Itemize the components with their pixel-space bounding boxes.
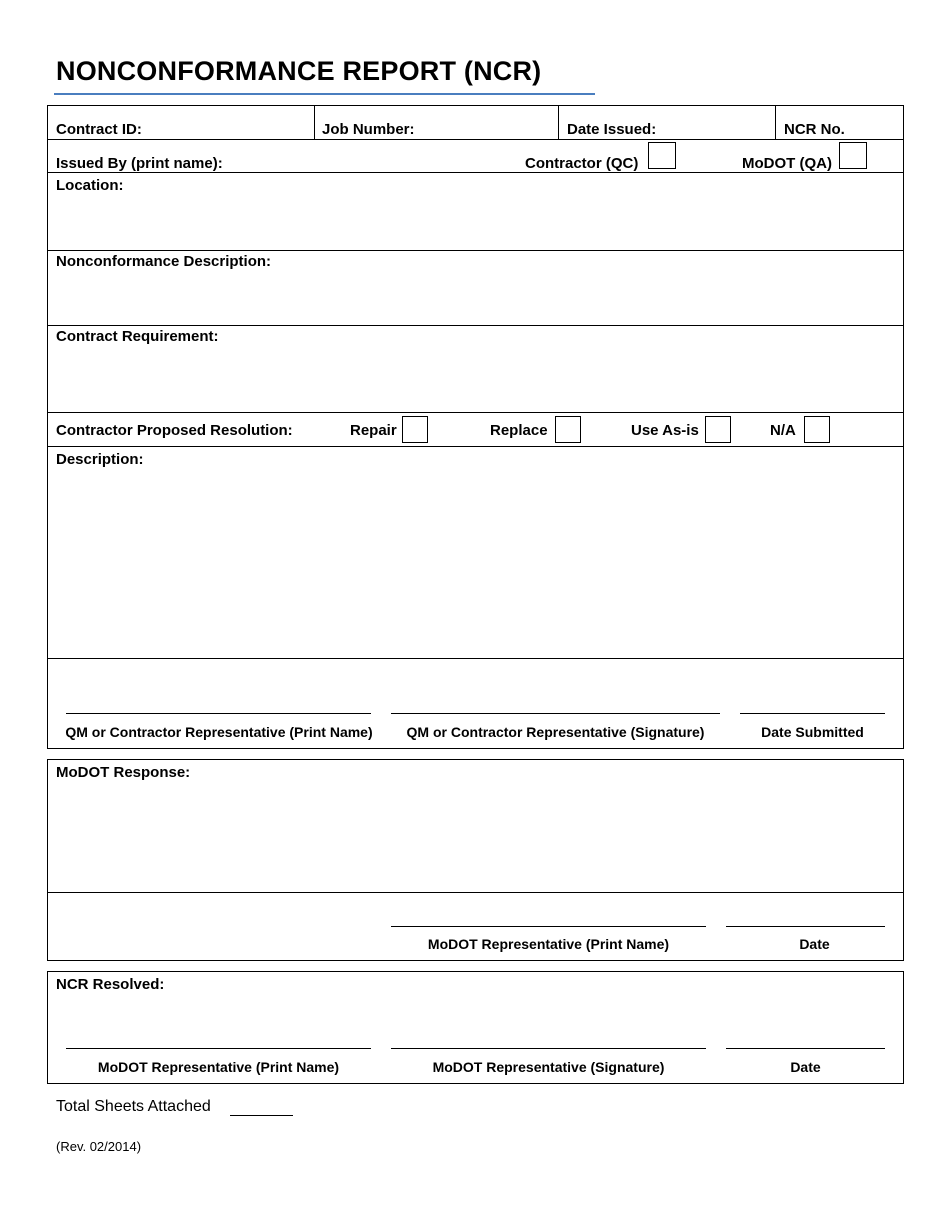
modot-response-print-name-caption: MoDOT Representative (Print Name) xyxy=(427,936,670,952)
use-as-is-label: Use As-is xyxy=(631,422,699,439)
ncr-resolved-print-name-caption: MoDOT Representative (Print Name) xyxy=(97,1059,340,1075)
contractor-qc-checkbox[interactable] xyxy=(648,142,676,169)
contractor-print-name-line[interactable] xyxy=(66,713,371,714)
ncr-no-label: NCR No. xyxy=(784,121,845,138)
date-issued-label: Date Issued: xyxy=(567,121,657,138)
contractor-print-name-caption: QM or Contractor Representative (Print Name) xyxy=(65,724,373,740)
job-number-label: Job Number: xyxy=(322,121,415,138)
revision-label: (Rev. 02/2014) xyxy=(56,1139,142,1154)
column-divider xyxy=(775,105,776,140)
nonconformance-description-label: Nonconformance Description: xyxy=(56,253,272,270)
row-divider xyxy=(47,172,904,173)
row-divider xyxy=(47,658,904,659)
modot-response-print-name-line[interactable] xyxy=(391,926,706,927)
title-underline xyxy=(54,93,595,95)
modot-response-box xyxy=(47,759,904,961)
total-sheets-label: Total Sheets Attached xyxy=(56,1098,211,1115)
page-title: NONCONFORMANCE REPORT (NCR) xyxy=(56,56,542,86)
use-as-is-checkbox[interactable] xyxy=(705,416,731,443)
row-divider xyxy=(47,892,904,893)
ncr-resolved-signature-caption: MoDOT Representative (Signature) xyxy=(432,1059,665,1075)
modot-response-label: MoDOT Response: xyxy=(56,764,191,781)
column-divider xyxy=(314,105,315,140)
na-checkbox[interactable] xyxy=(804,416,830,443)
replace-label: Replace xyxy=(490,422,548,439)
modot-qa-checkbox[interactable] xyxy=(839,142,867,169)
date-submitted-line[interactable] xyxy=(740,713,885,714)
modot-qa-label: MoDOT (QA) xyxy=(742,155,832,172)
repair-checkbox[interactable] xyxy=(402,416,428,443)
ncr-resolved-date-caption: Date xyxy=(790,1059,821,1075)
ncr-resolved-print-name-line[interactable] xyxy=(66,1048,371,1049)
repair-label: Repair xyxy=(350,422,397,439)
issued-by-label: Issued By (print name): xyxy=(56,155,223,172)
column-divider xyxy=(558,105,559,140)
proposed-resolution-label: Contractor Proposed Resolution: xyxy=(56,422,293,439)
modot-response-date-caption: Date xyxy=(799,936,830,952)
row-divider xyxy=(47,250,904,251)
date-submitted-caption: Date Submitted xyxy=(761,724,864,740)
contract-id-label: Contract ID: xyxy=(56,121,142,138)
contractor-signature-line[interactable] xyxy=(391,713,720,714)
ncr-resolved-label: NCR Resolved: xyxy=(56,976,165,993)
replace-checkbox[interactable] xyxy=(555,416,581,443)
ncr-resolved-signature-line[interactable] xyxy=(391,1048,706,1049)
location-label: Location: xyxy=(56,177,124,194)
total-sheets-line[interactable] xyxy=(230,1115,293,1116)
ncr-resolved-date-line[interactable] xyxy=(726,1048,885,1049)
contract-requirement-label: Contract Requirement: xyxy=(56,328,219,345)
na-label: N/A xyxy=(770,422,796,439)
description-label: Description: xyxy=(56,451,144,468)
contractor-qc-label: Contractor (QC) xyxy=(525,155,639,172)
row-divider xyxy=(47,325,904,326)
modot-response-date-line[interactable] xyxy=(726,926,885,927)
row-divider xyxy=(47,446,904,447)
row-divider xyxy=(47,412,904,413)
contractor-signature-caption: QM or Contractor Representative (Signature) xyxy=(406,724,705,740)
